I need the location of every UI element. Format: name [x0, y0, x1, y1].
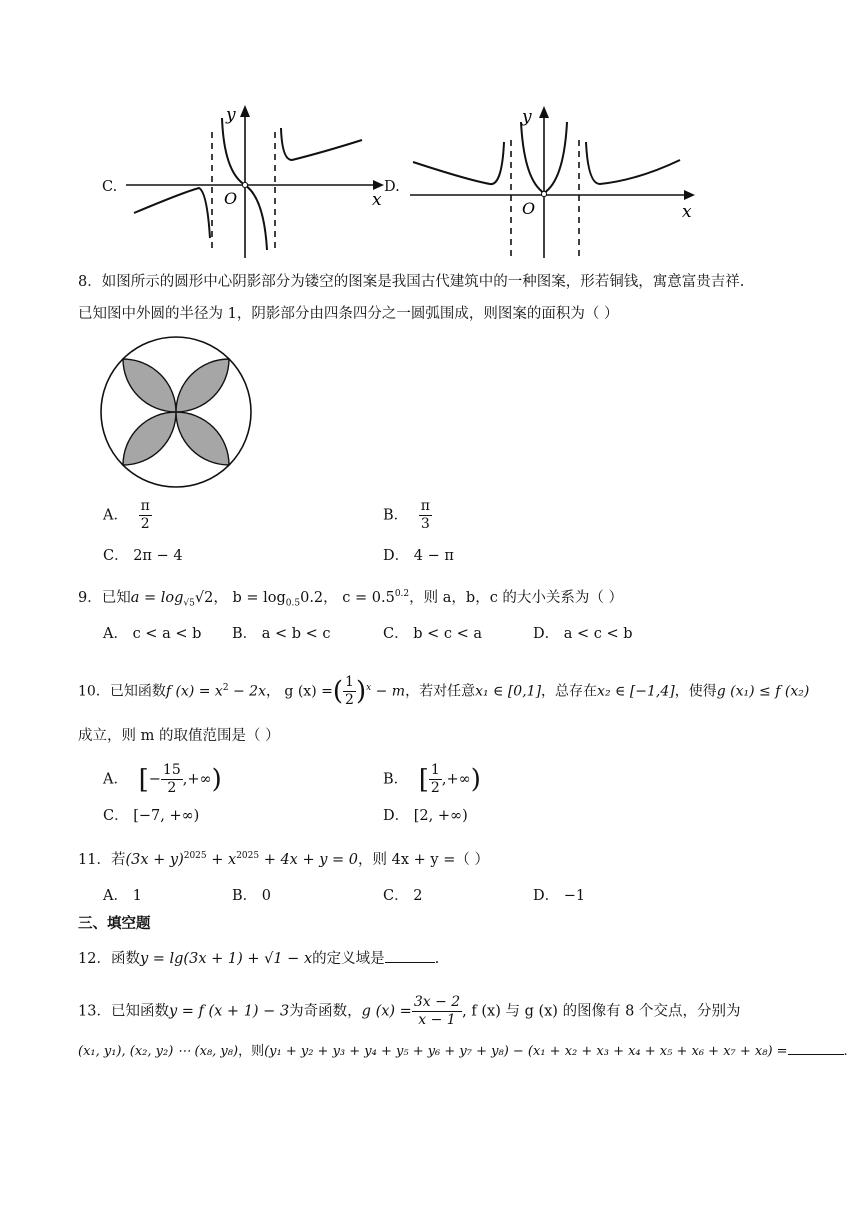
graph-d-label: D.: [384, 179, 400, 195]
graph-d-origin: O: [522, 199, 536, 218]
graph-c-origin: O: [224, 189, 238, 208]
graph-c-x-label: x: [372, 190, 382, 210]
q12-stem: 12．函数y = lg(3x + 1) + √1 − x的定义域是 .: [78, 948, 439, 969]
q8-option-c[interactable]: C． 2π − 4: [103, 548, 183, 564]
q9-option-b[interactable]: B． a < b < c: [232, 626, 331, 642]
q8-line1: 8．如图所示的圆形中心阴影部分为镂空的图案是我国古代建筑中的一种图案，形若铜钱，寓意富贵吉祥.: [78, 274, 745, 290]
q11-option-b[interactable]: B． 0: [232, 888, 271, 904]
q8-coin-figure: [98, 334, 258, 494]
graph-d: [408, 100, 708, 260]
q8-option-b[interactable]: B． $\frac{\pi}{3}$: [383, 498, 430, 532]
q10-line2: 成立，则 m 的取值范围是（ ）: [78, 728, 280, 744]
graph-c-label: C.: [102, 179, 118, 195]
q10-option-a[interactable]: A． [− $\frac{15}{2}$ ,+∞): [103, 762, 222, 796]
graph-c: [124, 100, 394, 260]
q11-stem: 11．若$(3x + y)^{2025} + x^{2025} + 4x + y = 0$，则 4x + y =（ ）: [78, 851, 489, 868]
q10-option-b[interactable]: B． [ $\frac{1}{2}$ ,+∞): [383, 762, 481, 796]
q11-option-d[interactable]: D． −1: [533, 888, 586, 904]
q13-line2: (x₁, y₁), (x₂, y₂) ⋯ (x₈, y₈)，则(y₁ + y₂ + y₃ + y₄ + y₅ + y₆ + y₇ + y₈) − (x₁ + x₂ + x₃ + x₄ + x₅ + x₆ + x₇ + x₈) = .: [78, 1040, 848, 1062]
q10-stem: 10．已知函数f $(x) = x^2 - 2x$， g (x) =( $\frac{1}{2}$ )$^x$ − m，若对任意x₁ ∈ [0,1]，总存在x₂ ∈ [−1,4]，使得g (x₁) ≤ f (x₂): [78, 674, 810, 708]
q9-stem: 9．已知$a = \log_{√5}√2$， $b = \log_{0.5}0.2$， $c = 0.5^{0.2}$，则 a，b，c 的大小关系为（ ）: [78, 589, 624, 609]
q9-option-a[interactable]: A． c < a < b: [103, 626, 202, 642]
q9-option-c[interactable]: C． b < c < a: [383, 626, 482, 642]
section-heading: 三、填空题: [78, 916, 151, 932]
graph-c-y-label: y: [226, 105, 236, 125]
q11-option-c[interactable]: C． 2: [383, 888, 423, 904]
q10-option-c[interactable]: C． [−7, +∞): [103, 808, 200, 824]
q8-option-d[interactable]: D． 4 − π: [383, 548, 454, 564]
q10-option-d[interactable]: D． [2, +∞): [383, 808, 468, 824]
q13-stem: 13．已知函数y = f (x + 1) − 3为奇函数，g (x) = $\frac{3x - 2}{x - 1}$ , f (x) 与 g (x) 的图像有 8 个交点，分别为: [78, 994, 741, 1028]
q8-option-a[interactable]: A． $\frac{\pi}{2}$: [103, 498, 150, 532]
graph-d-y-label: y: [522, 107, 532, 127]
q12-answer-blank[interactable]: [385, 948, 435, 963]
graph-d-x-label: x: [682, 202, 692, 222]
q13-answer-blank[interactable]: [788, 1040, 844, 1055]
q9-option-d[interactable]: D． a < c < b: [533, 626, 633, 642]
q8-line2: 已知图中外圆的半径为 1，阴影部分由四条四分之一圆弧围成，则图案的面积为（ ）: [78, 306, 619, 322]
q11-option-a[interactable]: A． 1: [103, 888, 142, 904]
